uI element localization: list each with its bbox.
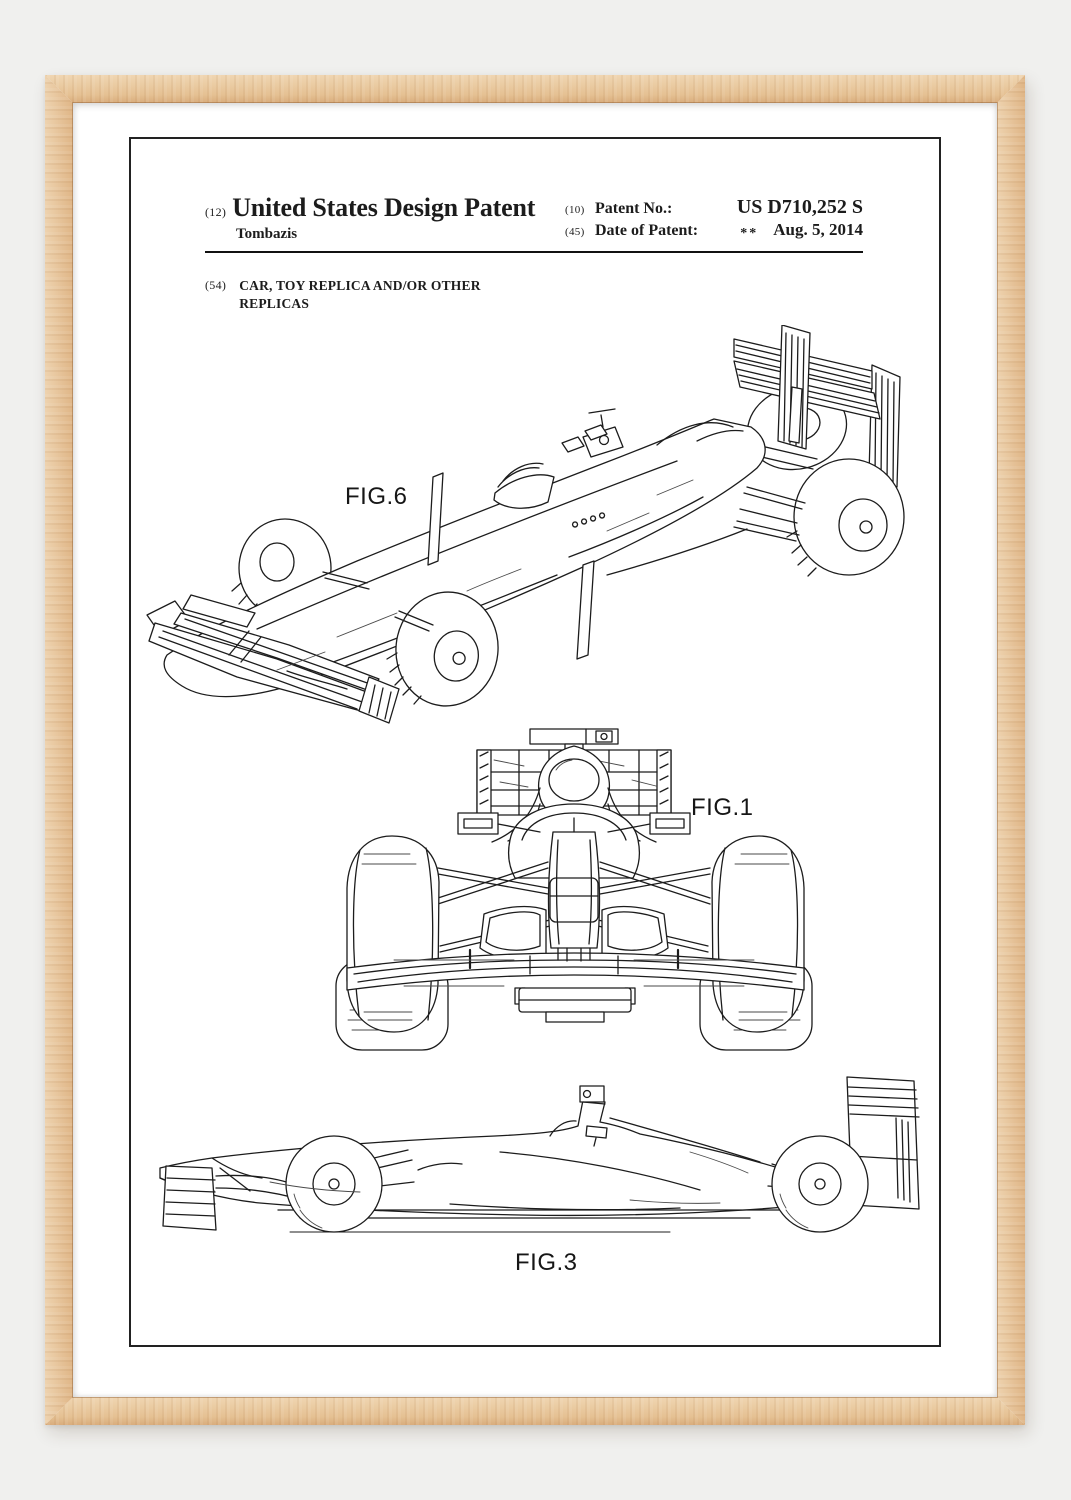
patent-date-group: [740, 220, 863, 240]
date-footnote-marker: **: [740, 226, 759, 241]
mat-board: [73, 103, 997, 1397]
header-rule: [205, 251, 863, 253]
picture-frame: [45, 75, 1025, 1425]
rear-right-wheel: [787, 459, 904, 576]
patent-date-value: Aug. 5, 2014: [773, 220, 863, 239]
patent-date-label: Date of Patent:: [595, 222, 699, 239]
car-body: [160, 1086, 836, 1232]
figure-3-side-view-drawing: [150, 1060, 922, 1252]
patent-number-value: US D710,252 S: [736, 196, 863, 218]
inventor-name: Tombazis: [236, 226, 298, 242]
floor-splitter: [515, 988, 635, 1022]
doc-type-code: (12): [205, 205, 227, 219]
invention-title-line-2: REPLICAS: [239, 296, 310, 311]
invention-title-text: [239, 277, 480, 313]
patent-date-code: (45): [565, 226, 585, 238]
doc-title: United States Design Patent: [232, 193, 536, 222]
patent-number-label: Patent No.:: [595, 200, 673, 217]
frame-edge-bottom: [45, 1397, 1025, 1425]
figure-6-label: FIG.6: [345, 483, 408, 510]
patent-date-row: [565, 220, 863, 240]
patent-number-code: (10): [565, 204, 585, 216]
roll-hoop-camera: [562, 409, 623, 457]
patent-number-row: [565, 196, 863, 219]
figure-1-front-view-drawing: [334, 720, 817, 1052]
frame-edge-right: [997, 75, 1025, 1425]
patent-header-right: [565, 196, 863, 240]
invention-title-code: (54): [205, 278, 227, 292]
patent-sheet: [129, 137, 941, 1347]
rear-wheel: [772, 1136, 868, 1232]
invention-title-section: [205, 277, 481, 313]
figure-6-perspective-drawing: [137, 325, 917, 747]
frame-edge-top: [45, 75, 1025, 103]
front-wheel: [286, 1136, 382, 1232]
invention-title-line-1: CAR, TOY REPLICA AND/OR OTHER: [239, 278, 481, 293]
figure-3-label: FIG.3: [515, 1249, 578, 1276]
figure-1-label: FIG.1: [691, 794, 754, 821]
frame-edge-left: [45, 75, 73, 1425]
patent-header-left: [205, 193, 535, 223]
nose-cone: [549, 818, 600, 948]
